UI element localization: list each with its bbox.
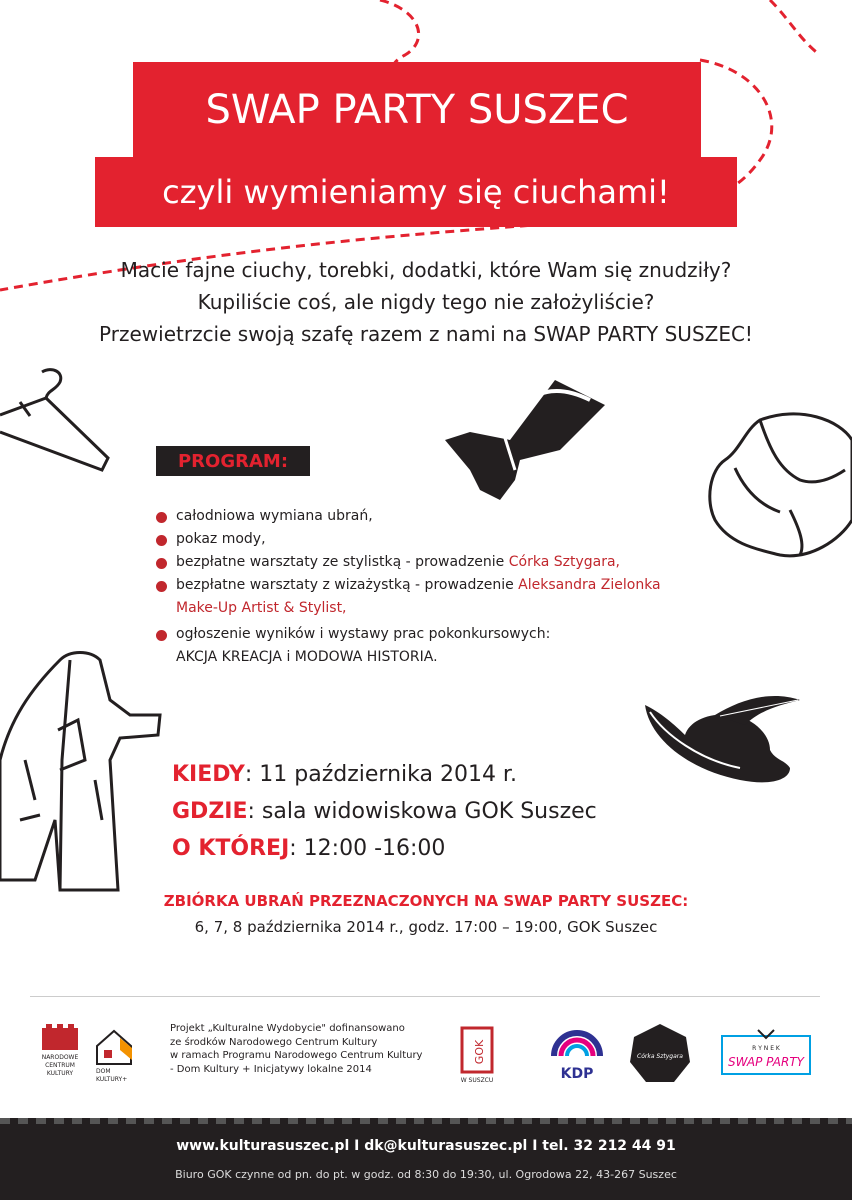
intro-line-1: Macie fajne ciuchy, torebki, dodatki, które Wam się znudziły? bbox=[120, 258, 732, 282]
program-item-text: bezpłatne warsztaty ze stylistką - prowadzenie bbox=[176, 554, 509, 570]
dom-kultury-logo bbox=[92, 1026, 138, 1084]
where-label: GDZIE bbox=[172, 799, 248, 824]
boot-icon bbox=[445, 380, 605, 500]
intro-line-3: Przewietrzcie swoją szafę razem z nami na SWAP PARTY SUSZEC! bbox=[99, 322, 753, 346]
program-item-highlight: Aleksandra Zielonka bbox=[518, 577, 661, 593]
coat-icon bbox=[0, 653, 160, 891]
gok-logo bbox=[452, 1026, 504, 1088]
program-item-text: ogłoszenie wyników i wystawy prac pokonkursowych: bbox=[176, 626, 551, 642]
where-value: : sala widowiskowa GOK Suszec bbox=[247, 799, 597, 824]
when-label: KIEDY bbox=[172, 762, 245, 787]
nck-logo-line-2: CENTRUM bbox=[45, 1062, 75, 1069]
time-value: : 12:00 -16:00 bbox=[289, 836, 446, 861]
project-info-line: Projekt „Kulturalne Wydobycie" dofinansowano bbox=[170, 1023, 405, 1034]
bullet-icon bbox=[156, 512, 167, 523]
kdp-logo-text: KDP bbox=[560, 1066, 594, 1082]
project-info-line: - Dom Kultury + Inicjatywy lokalne 2014 bbox=[170, 1063, 372, 1075]
program-label: PROGRAM: bbox=[156, 446, 310, 476]
program-item-continuation: Make-Up Artist & Stylist, bbox=[176, 600, 347, 616]
bullet-icon bbox=[156, 535, 167, 546]
project-info-line: w ramach Programu Narodowego Centrum Kultury bbox=[170, 1050, 423, 1061]
nck-logo-line-3: KULTURY bbox=[46, 1070, 74, 1077]
shirt-icon bbox=[710, 414, 852, 556]
program-item-text: bezpłatne warsztaty z wizażystką - prowadzenie bbox=[176, 577, 519, 593]
when-value: : 11 października 2014 r. bbox=[244, 762, 517, 787]
program-item-text: pokaz mody, bbox=[176, 531, 266, 547]
project-info bbox=[170, 1022, 422, 1076]
gok-logo-subtext: W SUSZCU bbox=[460, 1077, 494, 1084]
swap-logo-big: SWAP PARTY bbox=[728, 1055, 804, 1069]
program-item-highlight: Córka Sztygara, bbox=[508, 554, 620, 570]
hanger-icon bbox=[0, 370, 108, 470]
kdp-logo bbox=[548, 1028, 606, 1084]
divider bbox=[30, 996, 820, 997]
intro-line-2: Kupiliście coś, ale nigdy tego nie założyliście? bbox=[197, 290, 655, 314]
event-title: SWAP PARTY SUSZEC bbox=[205, 87, 629, 133]
corka-logo-text: Córka Sztygara bbox=[637, 1053, 683, 1060]
bullet-icon bbox=[156, 558, 167, 569]
time-line bbox=[172, 836, 445, 861]
collection-text: 6, 7, 8 października 2014 r., godz. 17:00 – 19:00, GOK Suszec bbox=[194, 918, 658, 936]
footer-contact: www.kulturasuszec.pl I dk@kulturasuszec.pl I tel. 32 212 44 91 bbox=[176, 1138, 676, 1154]
project-info-line: ze środków Narodowego Centrum Kultury bbox=[170, 1036, 378, 1048]
bullet-icon bbox=[156, 581, 167, 592]
corka-sztygara-logo bbox=[628, 1022, 692, 1086]
gok-logo-text: GOK bbox=[473, 1039, 486, 1065]
dom-logo-line-2: KULTURY+ bbox=[96, 1076, 128, 1083]
hat-icon bbox=[645, 696, 800, 782]
nck-logo bbox=[38, 1024, 82, 1084]
time-label: O KTÓREJ bbox=[172, 836, 290, 861]
footer-dashed-border bbox=[0, 1118, 852, 1124]
swap-party-logo bbox=[718, 1026, 814, 1078]
event-subtitle: czyli wymieniamy się ciuchami! bbox=[162, 173, 670, 211]
where-line bbox=[172, 799, 597, 824]
bullet-icon bbox=[156, 630, 167, 641]
dashed-thread-corner bbox=[770, 0, 820, 55]
program-item-text: całodniowa wymiana ubrań, bbox=[176, 508, 373, 524]
nck-logo-line-1: NARODOWE bbox=[41, 1054, 79, 1061]
program-item-continuation: AKCJA KREACJA i MODOWA HISTORIA. bbox=[176, 649, 438, 665]
dom-logo-line-1: DOM bbox=[96, 1068, 111, 1075]
subtitle-banner bbox=[95, 157, 737, 227]
when-line bbox=[172, 762, 517, 787]
footer-hours: Biuro GOK czynne od pn. do pt. w godz. od 8:30 do 19:30, ul. Ogrodowa 22, 43-267 Suszec bbox=[175, 1168, 677, 1181]
collection-title: ZBIÓRKA UBRAŃ PRZEZNACZONYCH NA SWAP PARTY SUSZEC: bbox=[163, 892, 689, 910]
footer-bar bbox=[0, 1118, 852, 1200]
title-banner bbox=[133, 62, 701, 158]
swap-logo-small: R Y N E K bbox=[752, 1045, 780, 1052]
